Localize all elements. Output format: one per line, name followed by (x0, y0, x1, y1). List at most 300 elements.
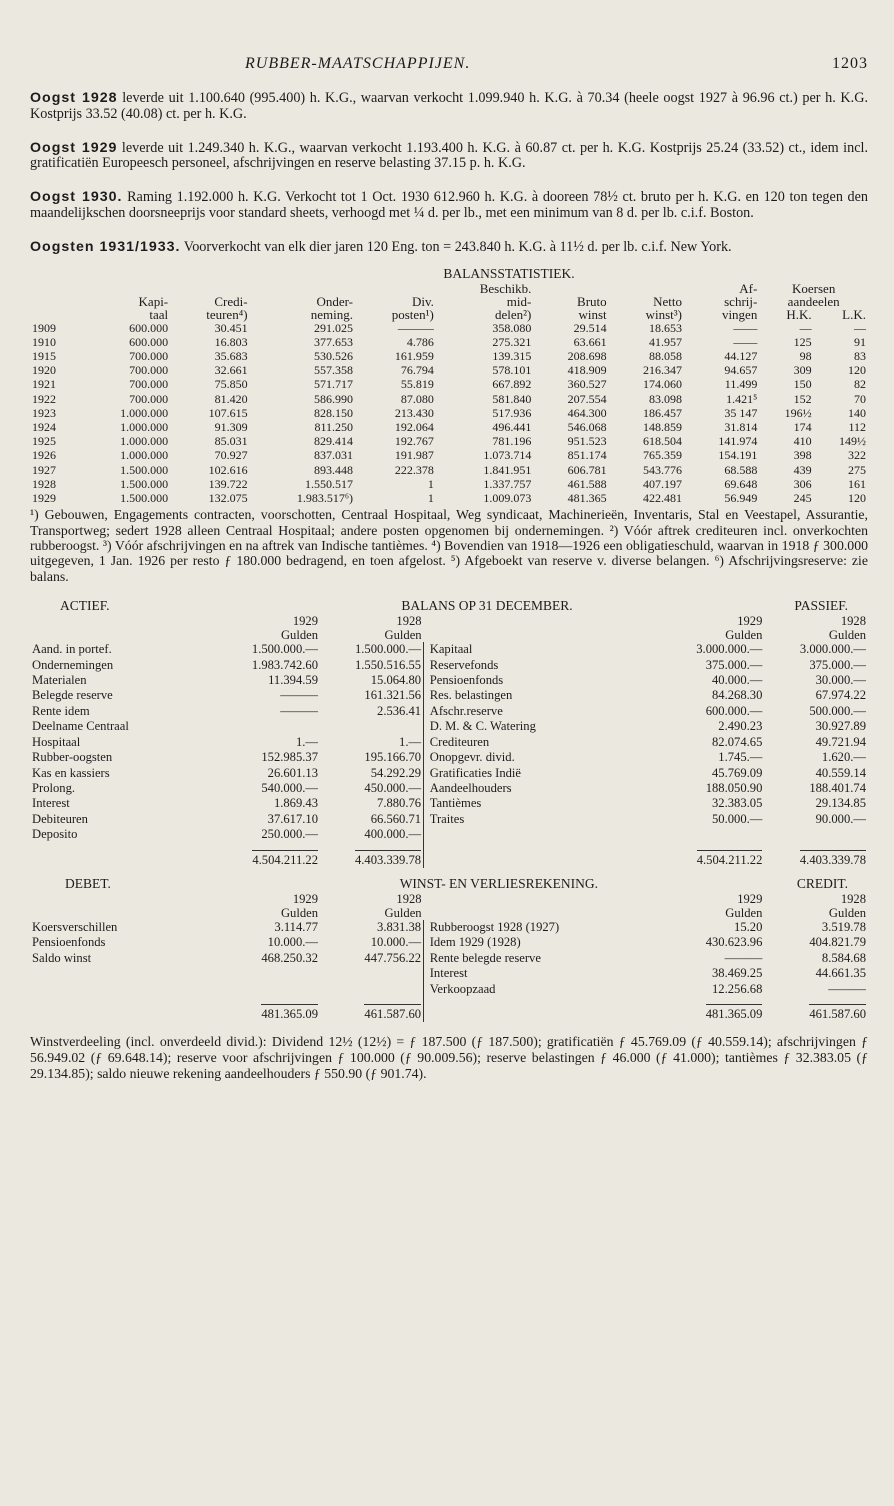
balance_sheet-row (30, 750, 868, 765)
balance_sheet-row (30, 704, 868, 719)
item-amount: ——— (828, 981, 866, 996)
stats-cell: 76.794 (400, 363, 434, 378)
stats-cell: 56.949 (724, 491, 758, 506)
harvest-paragraph (30, 91, 868, 123)
item-label: Aand. in portef. (32, 642, 112, 657)
item-amount: 1.983.742.60 (251, 657, 319, 672)
stats-cell: 83.098 (649, 391, 682, 406)
item-label: Materialen (32, 673, 87, 688)
item-amount (764, 827, 868, 842)
stats-cell: 213.430 (394, 405, 434, 420)
stats-cell: 377.653 (314, 334, 353, 349)
item-amount: 1.620.— (821, 750, 866, 765)
item-amount: 400.000.— (364, 827, 422, 842)
stats-cell: 18.653 (649, 320, 682, 335)
item-label: Pensioenfonds (429, 673, 504, 688)
item-label: Reservefonds (429, 657, 499, 672)
stats-cell: 951.523 (567, 434, 607, 449)
stats-cell: 481.365 (567, 491, 607, 506)
item-label: Res. belastingen (429, 688, 513, 703)
stats-cell: 1.841.951 (483, 462, 532, 477)
stats-cell: 464.300 (567, 405, 607, 420)
item-amount: 3.519.78 (821, 919, 866, 934)
stats-cell: 700.000 (129, 363, 169, 378)
balance_sheet-row (30, 766, 868, 781)
item-label: Rubber-oogsten (32, 750, 113, 765)
stats-cell: 140 (848, 405, 866, 420)
item-label: Koersverschillen (32, 919, 118, 934)
paragraph-text: Raming 1.192.000 h. K.G. Verkocht tot 1 Oct. 1930 612.960 h. K.G. à dooreen 78½ ct. bruto per h. K.G. en 120 ton tegen den maandelijkschen doorsneeprijs voor standard sheets, verhoogd met ¼ d. per lb., met een minimum van 8 d. per lb. c.i.f. Boston. (30, 189, 868, 221)
item-amount: 1.— (295, 734, 319, 749)
stats-cell: 149½ (839, 434, 866, 449)
stats-cell: ——— (397, 320, 434, 335)
stats-cell: 161 (848, 476, 866, 491)
stats-cell: 571.717 (314, 377, 353, 392)
stats-row (30, 434, 868, 448)
col-beschikb-top: Beschikb. (479, 280, 532, 296)
item-label: Kapitaal (429, 642, 473, 657)
total-amount (320, 843, 424, 868)
profit_loss-row (30, 966, 868, 981)
stats-cell: 322 (848, 448, 866, 463)
stats-cell: 141.974 (718, 434, 758, 449)
balance_sheet-row (30, 688, 868, 703)
stats-cell: 11.499 (724, 377, 758, 392)
stats-cell: 152 (793, 391, 812, 406)
item-amount (320, 719, 424, 734)
item-amount: 3.000.000.— (696, 642, 763, 657)
item-amount: 1.869.43 (273, 796, 319, 811)
harvest-paragraph (30, 240, 868, 256)
item-amount: 430.623.96 (705, 935, 763, 950)
stats-year: 1915 (32, 348, 56, 363)
item-amount: 500.000.— (809, 703, 866, 718)
item-label: D. M. & C. Watering (429, 719, 536, 734)
balance_sheet-row (30, 812, 868, 827)
stats-year: 1925 (32, 434, 56, 449)
item-amount: 375.000.— (809, 657, 866, 672)
item-amount: 161.321.56 (364, 688, 422, 703)
total-value: 461.587.60 (809, 1004, 866, 1021)
profit_loss-totals (30, 997, 868, 1022)
stats-cell: 31.814 (724, 420, 758, 434)
stats-cell: 83 (854, 348, 866, 363)
item-amount: 468.250.32 (261, 950, 319, 965)
total-value: 4.504.211.22 (252, 850, 318, 867)
item-amount: 38.469.25 (712, 966, 763, 981)
item-label: Rente belegde reserve (429, 950, 541, 965)
stats-cell: 85.031 (214, 434, 248, 449)
stats-cell: 30.451 (214, 320, 248, 335)
balance_sheet-totals (30, 843, 868, 868)
stats-cell: 63.661 (573, 334, 607, 349)
item-amount: 84.268.30 (712, 688, 763, 703)
item-amount: 2.536.41 (377, 703, 422, 718)
item-amount (320, 966, 424, 981)
stats-year: 1928 (32, 476, 56, 491)
stats-cell: 1.000.000 (120, 420, 169, 434)
item-amount: 404.821.79 (809, 935, 866, 950)
stats-row (30, 463, 868, 477)
stats-cell: 700.000 (129, 377, 169, 392)
item-amount: 1.550.516.55 (354, 657, 422, 672)
item-amount: 15.064.80 (370, 673, 422, 688)
stats-cell: 811.250 (314, 420, 353, 434)
stats-cell: 618.504 (643, 434, 682, 449)
item-label: Pensioenfonds (32, 935, 106, 950)
stats-cell: 32.661 (214, 363, 248, 378)
item-label: Gratificaties Indië (429, 765, 521, 780)
stats-cell: 132.075 (208, 491, 248, 506)
item-amount: 188.050.90 (705, 780, 763, 795)
stats-cell: 148.859 (643, 420, 682, 434)
stats-cell: — (854, 320, 866, 335)
profit-distribution: Winstverdeeling (incl. onverdeeld divid.): Dividend 12½ (12½) = ƒ 187.500 (ƒ 187.500); gratificatiën ƒ 45.769.09 (ƒ 40.559.14); afschrijvingen ƒ 56.949.02 (ƒ 69.648.14); reserve voor afschrijvingen ƒ 100.000 (ƒ 90.009.56); reserve belastingen ƒ 46.000 (ƒ 41.000); tantièmes ƒ 32.383.05 (ƒ 29.134.85); saldo nieuwe rekening aandeelhouders ƒ 550.90 (ƒ 901.74). (30, 1034, 868, 1081)
total-value: 4.403.339.78 (800, 850, 866, 867)
stats-cell: 667.892 (492, 377, 532, 392)
item-label: Crediteuren (429, 734, 490, 749)
stats-cell: 207.554 (567, 391, 607, 406)
item-amount: 3.114.77 (274, 919, 319, 934)
item-amount: 3.831.38 (377, 919, 422, 934)
stats-cell: 828.150 (314, 405, 353, 420)
item-amount: 1.500.000.— (251, 642, 319, 657)
stats-cell: 851.174 (567, 448, 607, 463)
profit_loss-row (30, 982, 868, 997)
stats-cell: 530.526 (314, 348, 353, 363)
stats-cell: 1 (427, 476, 434, 491)
document-page (30, 55, 868, 1081)
stats-cell: 546.068 (567, 420, 607, 434)
harvest-paragraph (30, 190, 868, 222)
stats-cell: 600.000 (129, 334, 169, 349)
empty-cell (30, 997, 227, 1022)
total-amount (227, 843, 320, 868)
item-amount: 2.490.23 (718, 719, 763, 734)
stats-cell: 360.527 (567, 377, 607, 392)
item-label: Idem 1929 (1928) (429, 935, 521, 950)
stats-cell: 586.990 (314, 391, 353, 406)
stats-row (30, 349, 868, 363)
balance_sheet-row (30, 719, 868, 734)
item-amount: 45.769.09 (712, 765, 763, 780)
stats-cell: 893.448 (314, 462, 353, 477)
stats-cell: 275 (848, 462, 866, 477)
total-amount (764, 997, 868, 1022)
item-amount: 40.559.14 (815, 765, 866, 780)
item-amount (320, 982, 424, 997)
item-amount: 10.000.— (370, 935, 422, 950)
stats-cell: 4.786 (406, 334, 434, 349)
item-label: Belegde reserve (32, 688, 113, 703)
item-amount (650, 827, 764, 842)
stats-cell: 418.909 (567, 363, 607, 378)
stats-cell: 44.127 (724, 348, 758, 363)
stats-cell: 29.514 (573, 320, 607, 335)
item-label: Hospitaal (32, 734, 81, 749)
stats-cell: — (799, 320, 812, 335)
profit_loss-row (30, 951, 868, 966)
stats-cell: 439 (793, 462, 812, 477)
stats-year: 1910 (32, 334, 56, 349)
total-value: 4.504.211.22 (697, 850, 763, 867)
item-amount: 152.985.37 (261, 750, 319, 765)
stats-cell: 120 (848, 491, 866, 506)
stats-cell: 125 (793, 334, 812, 349)
item-label: Kas en kassiers (32, 765, 110, 780)
stats-cell: 69.648 (724, 476, 758, 491)
item-label: Afschr.reserve (429, 703, 503, 718)
paragraph-lead: Oogst 1928 (30, 90, 118, 106)
stats-cell: 192.064 (394, 420, 434, 434)
harvest-paragraph (30, 141, 868, 173)
item-amount: 600.000.— (705, 703, 763, 718)
stats-row (30, 491, 868, 505)
empty-cell (428, 997, 651, 1022)
item-label: Onopgevr. divid. (429, 750, 515, 765)
item-amount: 540.000.— (261, 780, 319, 795)
stats-row (30, 321, 868, 335)
stats-year: 1926 (32, 448, 56, 463)
balance-stats-table: Beschikb. Af- Koersen Kapi- Credi- Onder- Div. mid- Bruto Netto schrij- aandeelen taal teuren⁴) neming. posten¹) delen²) winst winst³) vingen H.K. L.K. 1909 600.000 30.451 291.025 ——— 358.080 29.514 18.653 —— — — 1910 600.000 16.803 377.653 4.786 275.321 63.661 41.957 —— 125 91 1915 700.000 35.683 530.526 161.959 139.315 208.698 88.058 44.127 98 83 1920 700.000 32.661 557.358 76.794 578.101 418.909 216.347 94.657 309 120 1921 700.000 75.850 571.717 55.819 667.892 360.527 174.060 11.499 150 82 1922 700.000 81.420 586.990 87.080 581.840 207.554 83.098 1.421⁵ 152 70 1923 1.000.000 107.615 828.150 213.430 517.936 464.300 186.457 35 147 196½ 140 1924 1.000.000 91.309 811.250 192.064 496.441 546.068 148.859 31.814 174 112 1925 1.000.000 85.031 829.414 192.767 781.196 951.523 618.504 141.974 410 149½ 1926 1.000.000 70.927 837.031 191.987 1.073.714 851.174 765.359 154.191 398 322 1927 1.500.000 102.616 893.448 222.378 1.841.951 606.781 543.776 68.588 439 275 1928 1.500.000 139.722 1.550.517 1 1.337.757 461.588 407.197 69.648 306 161 1929 1.500.000 132.075 1.983.517⁶) 1 1.009.073 481.365 422.481 56.949 245 120 (32, 280, 866, 506)
debet-label: DEBET. (65, 875, 111, 891)
profit_loss-row (30, 935, 868, 950)
stats-cell: 16.803 (214, 334, 248, 349)
item-amount: 67.974.22 (815, 688, 866, 703)
paragraph-lead: Oogst 1929 (30, 139, 118, 156)
footnotes: ¹) Gebouwen, Engagements contracten, voorschotten, Centraal Hospitaal, Weg syndicaat, Machinerieën, Inventaris, Stal en Veestapel, Assurantie, Transportweg; sedert 1928 alleen Centraal Hospitaal; andere posten opgenomen bij ondernemingen. ²) Vóór aftrek crediteuren incl. onverkochten rubberoogst. ³) Vóór afschrijvingen en na aftrek van Indische tantièmes. ⁴) Bovendien van 1918—1926 een obligatieschuld, waarvan in 1918 ƒ 300.000 uitgegeven, 1 Jan. 1926 per resto ƒ 180.000 bedragend, en toen afgelost. ⁵) Afgeboekt van reserve v. diverse belangen. ⁶) Afschrijvingsreserve: zie balans. (30, 507, 868, 584)
stats-cell: 517.936 (492, 405, 532, 420)
total-value: 4.403.339.78 (355, 850, 421, 867)
stats-cell: 245 (793, 491, 812, 506)
actief-label: ACTIEF. (60, 598, 110, 614)
stats-year: 1921 (32, 377, 56, 392)
item-amount: 30.927.89 (815, 719, 866, 734)
item-amount: ——— (280, 703, 319, 718)
empty-cell (428, 843, 651, 868)
balance-sheet-table: 1929 1928 1929 1928 Gulden Gulden Gulden Gulden Aand. in portef. 1.500.000.— 1.500.000.— Kapitaal 3.000.000.— 3.000.000.— Ondernemingen 1.983.742.60 1.550.516.55 Reservefonds 375.000.— 375.000.— Materialen 11.394.59 15.064.80 Pensioenfonds 40.000.— 30.000.— Belegde reserve ——— 161.321.56 Res. belastingen 84.268.30 67.974.22 Rente idem ——— 2.536.41 Afschr.reserve 600.000.— 500.000.— Deelname Centraal D. M. & C. Watering 2.490.23 30.927.89 Hospitaal 1.— 1.— Crediteuren 82.074.65 49.721.94 Rubber-oogsten 152.985.37 195.166.70 Onopgevr. divid. 1.745.— 1.620.— Kas en kassiers 26.601.13 54.292.29 Gratificaties Indië 45.769.09 40.559.14 Prolong. 540.000.— 450.000.— Aandeelhouders 188.050.90 188.401.74 Interest 1.869.43 7.880.76 Tantièmes 32.383.05 29.134.85 Debiteuren 37.617.10 66.560.71 Traites 50.000.— 90.000.— Deposito 250.000.— 400.000.— 4.504.211.22 4.403.339.78 4.504.211.22 4.403.339.78 (32, 614, 866, 867)
empty-cell (30, 843, 227, 868)
page-title: RUBBER-MAATSCHAPPIJEN. (245, 55, 471, 72)
paragraph-lead: Oogsten 1931/1933. (30, 238, 181, 255)
total-value: 461.587.60 (364, 1004, 421, 1021)
stats-cell: 1.000.000 (120, 405, 169, 420)
balance_sheet-row (30, 673, 868, 688)
item-label: Aandeelhouders (429, 780, 512, 795)
stats-cell: 581.840 (492, 391, 532, 406)
item-label: Prolong. (32, 780, 76, 795)
paragraph-lead: Oogst 1930. (30, 189, 123, 206)
item-label: Interest (32, 796, 70, 811)
stats-year: 1929 (32, 491, 56, 506)
stats-cell: 291.025 (314, 320, 353, 335)
stats-cell: 154.191 (718, 448, 758, 463)
stats-cell: 306 (793, 476, 812, 491)
stats-cell: 81.420 (214, 391, 248, 406)
total-value: 481.365.09 (706, 1004, 763, 1021)
stats-cell: 1.337.757 (483, 476, 532, 491)
profit-loss-title: WINST- EN VERLIESREKENING. (399, 875, 599, 891)
balance_sheet-row (30, 781, 868, 796)
item-amount: 188.401.74 (809, 780, 866, 795)
stats-cell: 765.359 (643, 448, 682, 463)
stats-row (30, 406, 868, 420)
credit-label: CREDIT. (796, 875, 848, 891)
stats-cell: 461.588 (567, 476, 607, 491)
stats-cell: 87.080 (400, 391, 434, 406)
item-amount: 29.134.85 (815, 796, 866, 811)
stats-cell: 407.197 (643, 476, 682, 491)
paragraph-text: leverde uit 1.249.340 h. K.G., waarvan verkocht 1.193.400 h. K.G. à 60.87 ct. per h. K.G. Kostprijs 25.24 (33.52) ct., idem incl. gratificatiën Europeesch personeel, afschrijvingen en reserve belasting 37.15 p. h. K.G. (30, 139, 868, 172)
item-amount: 82.074.65 (712, 734, 763, 749)
stats-cell: 543.776 (643, 462, 682, 477)
item-amount: 40.000.— (712, 673, 763, 688)
total-amount (650, 843, 764, 868)
item-amount: 66.560.71 (370, 811, 422, 826)
stats-cell: 829.414 (314, 434, 353, 449)
item-amount: 90.000.— (815, 811, 866, 826)
stats-cell: 557.358 (314, 363, 353, 378)
stats-cell: 35 147 (724, 405, 758, 420)
stats-cell: 496.441 (492, 420, 532, 434)
stats-cell: 139.315 (492, 348, 532, 363)
stats-row (30, 448, 868, 462)
stats-cell: 1.000.000 (120, 448, 169, 463)
item-amount: ——— (724, 950, 763, 965)
item-label (428, 827, 651, 842)
stats-cell: 1.500.000 (120, 491, 169, 506)
stats-year: 1924 (32, 420, 56, 434)
stats-row (30, 377, 868, 391)
stats-cell: 222.378 (394, 462, 434, 477)
item-amount: 30.000.— (815, 673, 866, 688)
item-amount (227, 982, 320, 997)
stats-cell: 1.500.000 (120, 462, 169, 477)
stats-cell: 700.000 (129, 391, 169, 406)
item-label: Deposito (32, 827, 78, 842)
stats-cell: 309 (793, 363, 812, 378)
item-label: Rente idem (32, 703, 90, 718)
item-amount (227, 966, 320, 981)
balance_sheet-row (30, 796, 868, 811)
stats-cell: 112 (848, 420, 866, 434)
item-amount: 7.880.76 (377, 796, 422, 811)
stats-cell: 91 (854, 334, 866, 349)
stats-cell: 1.000.000 (120, 434, 169, 449)
stats-cell: 150 (793, 377, 812, 392)
stats-cell: 98 (799, 348, 812, 363)
item-amount: 1.— (399, 734, 422, 749)
stats-cell: —— (733, 334, 758, 349)
balance-stats-title: BALANSSTATISTIEK. (443, 265, 575, 281)
balance_sheet-row (30, 827, 868, 842)
item-label: Saldo winst (32, 950, 92, 965)
stats-cell: 88.058 (649, 348, 682, 363)
stats-cell: 41.957 (649, 334, 682, 349)
stats-cell: 700.000 (129, 348, 169, 363)
stats-cell: 196½ (784, 405, 812, 420)
stats-cell: 120 (848, 363, 866, 378)
stats-year: 1923 (32, 405, 56, 420)
item-amount: 10.000.— (267, 935, 319, 950)
item-label: Interest (429, 966, 468, 981)
stats-cell: 358.080 (492, 320, 532, 335)
profit-loss-table: 1929 1928 1929 1928 Gulden Gulden Gulden Gulden Koersverschillen 3.114.77 3.831.38 Rubberoogst 1928 (1927) 15.20 3.519.78 Pensioenfonds 10.000.— 10.000.— Idem 1929 (1928) 430.623.96 404.821.79 Saldo winst 468.250.32 447.756.22 Rente belegde reserve ——— 8.584.68 Interest 38.469.25 44.661.35 Verkoopzaad 12.256.68 ——— 481.365.09 461.587.60 481.365.09 461.587.60 (32, 891, 866, 1021)
item-amount: 1.745.— (718, 750, 763, 765)
item-amount: 8.584.68 (821, 950, 866, 965)
stats-cell: 75.850 (214, 377, 248, 392)
stats-cell: 82 (854, 377, 866, 392)
stats-cell: 68.588 (724, 462, 758, 477)
stats-cell: 70.927 (214, 448, 248, 463)
stats-cell: 1 (427, 491, 434, 506)
stats-cell: 1.550.517 (305, 476, 353, 491)
stats-cell: 208.698 (567, 348, 607, 363)
stats-cell: 174 (793, 420, 812, 434)
stats-cell: 192.767 (394, 434, 434, 449)
stats-cell: 1.009.073 (483, 491, 532, 506)
total-amount (227, 997, 320, 1022)
paragraph-text: leverde uit 1.100.640 (995.400) h. K.G., waarvan verkocht 1.099.940 h. K.G. à 70.34 (heele oogst 1927 à 96.96 ct.) per h. K.G. Kostprijs 33.52 (40.08) ct. per h. K.G. (30, 90, 868, 122)
item-label: Verkoopzaad (429, 981, 496, 996)
item-label: Ondernemingen (32, 657, 114, 672)
stats-cell: 107.615 (208, 405, 248, 420)
stats-cell: 398 (793, 448, 812, 463)
item-label (30, 982, 227, 997)
stats-year: 1909 (32, 320, 56, 335)
stats-cell: 410 (793, 434, 812, 449)
stats-cell: 94.657 (724, 363, 758, 378)
balance-sheet-heading (30, 598, 868, 614)
harvest-paragraphs (30, 91, 868, 256)
stats-cell: 1.421⁵ (726, 391, 758, 406)
stats-row (30, 477, 868, 491)
passief-label: PASSIEF. (794, 598, 848, 614)
stats-year: 1922 (32, 391, 56, 406)
stats-cell: 578.101 (492, 363, 532, 378)
stats-year: 1920 (32, 363, 56, 378)
item-amount: 49.721.94 (815, 734, 866, 749)
stats-cell: 600.000 (129, 320, 169, 335)
total-amount (650, 997, 764, 1022)
stats-cell: 55.819 (400, 377, 434, 392)
item-amount: 447.756.22 (364, 950, 422, 965)
stats-cell: 139.722 (208, 476, 248, 491)
item-amount: 3.000.000.— (799, 642, 866, 657)
stats-cell: —— (733, 320, 758, 335)
stats-row (30, 420, 868, 434)
item-label: Traites (429, 811, 465, 826)
item-amount: 11.394.59 (268, 673, 319, 688)
stats-row (30, 335, 868, 349)
stats-cell: 1.073.714 (483, 448, 532, 463)
item-label: Debiteuren (32, 811, 88, 826)
item-amount: 15.20 (734, 919, 763, 934)
item-amount: 37.617.10 (267, 811, 319, 826)
item-amount: 54.292.29 (370, 765, 422, 780)
stats-cell: 422.481 (643, 491, 682, 506)
stats-year: 1927 (32, 462, 56, 477)
stats-cell: 1.983.517⁶) (296, 491, 353, 506)
item-label (30, 966, 227, 981)
stats-cell: 275.321 (492, 334, 532, 349)
page-number: 1203 (832, 55, 868, 72)
item-label: Rubberoogst 1928 (1927) (429, 919, 560, 934)
running-header (245, 55, 868, 73)
stats-cell: 216.347 (643, 363, 682, 378)
stats-cell: 191.987 (394, 448, 434, 463)
stats-cell: 606.781 (567, 462, 607, 477)
